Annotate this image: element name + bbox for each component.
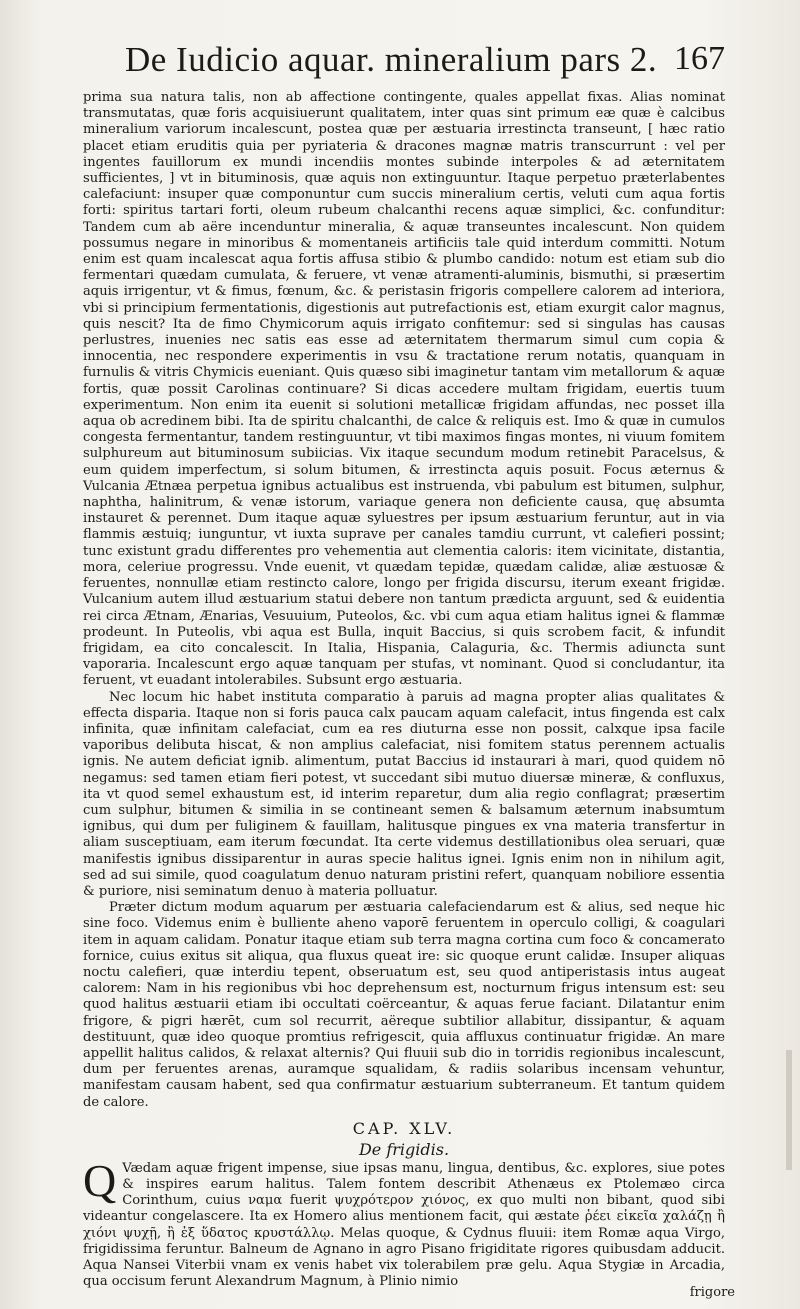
paragraph [83,1154,725,1291]
paragraph-text: Vædam aquæ frigent impense, siue ipsas manu, lingua, dentibus, &c. explores, siue potes & inspires earum halitus. Talem fontem describit Athenæus ex Ptolemæo circa Corinthum, cuius ναμα fuerit ψυχρότερον χιόνος, ex quo multi non bibant, quod sibi videantur congelascere. Ita ex Homero alius mentionem facit, qui æstate ῥέει εἰκεῖα χαλάζῃ ἢ χιόνι ψυχῇ, ἢ ἐξ ὕδατος κρυστάλλῳ. Melas quoque, & Cydnus fluuii: item Romæ aqua Virgo, frigidissima feruntur. Balneum de Agnano in agro Pisano frigiditate rigores quibusdam adducit. Aqua Nansei Viterbii vnam ex venis habet vix tolerabilem præ gelu. Aqua Stygiæ in Arcadia, qua occisum ferunt Alexandrum Magnum, à Plinio nimio [83,1160,725,1290]
main-text [83,90,725,1290]
paragraph: prima sua natura talis, non ab affectione contingente, quales appellat fixas. Alias nominat transmutatas, quæ foris acquisiuerunt qualitatem, inter quas sint primum eæ quæ è calcibus mineralium variorum incalescunt, postea quæ per æstuaria irrestincta transeunt, [ hæc ratio placet etiam eruditis quia per pyriateria & dracones magnæ matris transcurrunt : vel per ingentes fauillorum ex mundi incendiis montes subinde interpoles & ad æternitatem sufficientes, ] vt in bituminosis, quæ aquis non extinguuntur. Itaque perpetuo præterlabentes calefaciunt: insuper quæ componuntur cum succis mineralium certis, veluti cum aqua fortis forti: spiritus tartari forti, oleum rubeum chalcanthi recens aquæ simplici, &c. confunditur: Tandem cum ab aëre incenduntur mineralia, & aquæ transeuntes incalescunt. Non quidem possumus negare in minoribus & momentaneis artificiis tale quid interdum committi. Notum enim est quam incalescat aqua fortis affusa stibio & plumbo candido: notum est etiam sub dio fermentari quædam cumulata, & feruere, vt venæ atramenti-aluminis, bismuthi, si præsertim aquis irrigentur, vt & fimus, fœnum, &c. & peristasin frigoris compellere calorem ad interiora, vbi si principium fermentationis, digestionis aut putrefactionis est, etiam exurgit calor magnus, quis nescit? Ita de fimo Chymicorum aquis irrigato confitemur: sed si singulas has causas perlustres, inuenies nec satis eas esse ad æternitatem thermarum simul cum copia & innocentia, nec respondere experimentis in vsu & tractatione rerum notatis, quanquam in furnulis & vitris Chymicis eueniant. Quis quæso sibi imaginetur tantam vim metallorum & aquæ fortis, quæ possit Carolinas continuare? Si dicas accedere multam frigidam, euertis tuum experimentum. Non enim ita euenit si solutioni metallicæ frigidam affundas, nec posset illa aqua ob acredinem bibi. Ita de spiritu chalcanthi, de calce & reliquis est. Imo & quæ in cumulos congesta fermentantur, tandem restinguuntur, vt tibi maximos fingas montes, ni viuum fomitem sulphureum aut bituminosum subiicias. Vix itaque secundum modum retinebit Paracelsus, & eum quidem imperfectum, si solum bitumen, & irrestincta aquis posuit. Focus æternus & Vulcania Ætnæa perpetua ignibus actualibus est instruenda, vbi pabulum est bitumen, sulphur, naphtha, halinitrum, & venæ istorum, variaque genera non deficiente causa, quę absumta instauret & perennet. Dum itaque aquæ syluestres per ipsum æstuarium feruntur, aut in via flammis æstuiq; iunguntur, vt iuxta suprave per canales tamdiu currunt, vt calefieri possint; tunc existunt gradu differentes pro vehementia aut clementia caloris: item vicinitate, distantia, mora, celeriue progressu. Vnde euenit, vt quædam tepidæ, quædam calidæ, aliæ æstuosæ & feruentes, nonnullæ etiam restincto calore, longo per frigida discursu, iterum exeant frigidæ. Vulcanium autem illud æstuarium statui debere non tantum prædicta arguunt, sed & euidentia rei circa Ætnam, Ænarias, Vesuuium, Puteolos, &c. vbi cum aqua etiam halitus ignei & flammæ prodeunt. In Puteolis, vbi aqua est Bulla, inquit Baccius, si quis scrobem facit, & infundit frigidam, ea cito concalescit. In Italia, Hispania, Calaguria, &c. Thermis adiuncta sunt vaporaria. Incalescunt ergo aquæ tanquam per stufas, vt nominant. Quod si concludantur, ita feruent, vt euadant intolerabiles. Subsunt ergo æstuaria. [83,90,725,689]
page-number: 167 [674,40,725,77]
catchword: frigore [689,1285,735,1300]
page-header [125,40,725,88]
drop-cap: Q [83,1154,117,1206]
page-edge-shadow [786,1050,792,1170]
paragraph: Nec locum hic habet instituta comparatio à paruis ad magna propter alias qualitates & effecta disparia. Itaque non si foris pauca calx paucam aquam calefacit, intus fingenda est calx infinita, quæ infinitam calefaciat, cum ea res diuturna esse non possit, calxque ipsa facile vaporibus delibuta hiscat, & non amplius calefaciat, nisi fomitem status perennem actualis ignis. Ne autem deficiat ignib. alimentum, putat Baccius id instaurari à mari, quod quidem nō negamus: sed tamen etiam fieri potest, vt succedant sibi mutuo diuersæ mineræ, & confluxus, ita vt quod semel exhaustum est, id interim reparetur, dum alia regio conflagrat; præsertim cum sulphur, bitumen & similia in se contineant semen & balsamum æternum inabsumtum ignibus, qui dum per fuliginem & fauillam, halitusque pingues ex vna materia transfertur in aliam susceptiuam, eam iterum fœcundat. Ita certe videmus destillationibus olea seruari, quæ manifestis ignibus dissiparentur in auras specie halitus ignei. Ignis enim non in nihilum agit, sed ad sui simile, quod coagulatum denuo naturam pristini refert, quanquam nobiliore essentia & puriore, nisi seminatum denuo à materia polluatur. [83,689,725,899]
running-title: De Iudicio aquar. mineralium pars 2. [125,40,658,79]
paragraph: Præter dictum modum aquarum per æstuaria calefaciendarum est & alius, sed neque hic sine foco. Videmus enim è bulliente aheno vaporē feruentem in operculo colligi, & coagulari item in aquam calidam. Ponatur itaque etiam sub terra magna cortina cum foco & concamerato fornice, cuius exitus sit aliqua, qua fluxus queat ire: sic quoque erunt calidæ. Insuper aliquas noctu calefieri, quæ interdiu tepent, obseruatum est, seu quod antiperistasis intus augeat calorem: Nam in his regionibus vbi hoc deprehensum est, nocturnum frigus intensum est: seu quod halitus æstuarii etiam ibi occultati coërceantur, & aquas ferue faciant. Dilatantur enim frigore, & pigri hærēt, cum sol recurrit, aëreque subtilior allabitur, dissipantur, & aquam destituunt, quæ ideo quoque promtius refrigescit, quia affluxus continuatur frigidæ. An mare appellit halitus calidos, & relaxat alternis? Qui fluuii sub dio in torridis regionibus incalescunt, dum per feruentes arenas, auramque squalidam, & radiis solaribus incensam vehuntur, manifestam causam habent, sed qua confirmatur æstuarium subterraneum. Et tantum quidem de calore. [83,900,725,1110]
chapter-subtitle: De frigidis. [358,1139,450,1159]
chapter-heading: CAP. XLV. [352,1118,456,1138]
